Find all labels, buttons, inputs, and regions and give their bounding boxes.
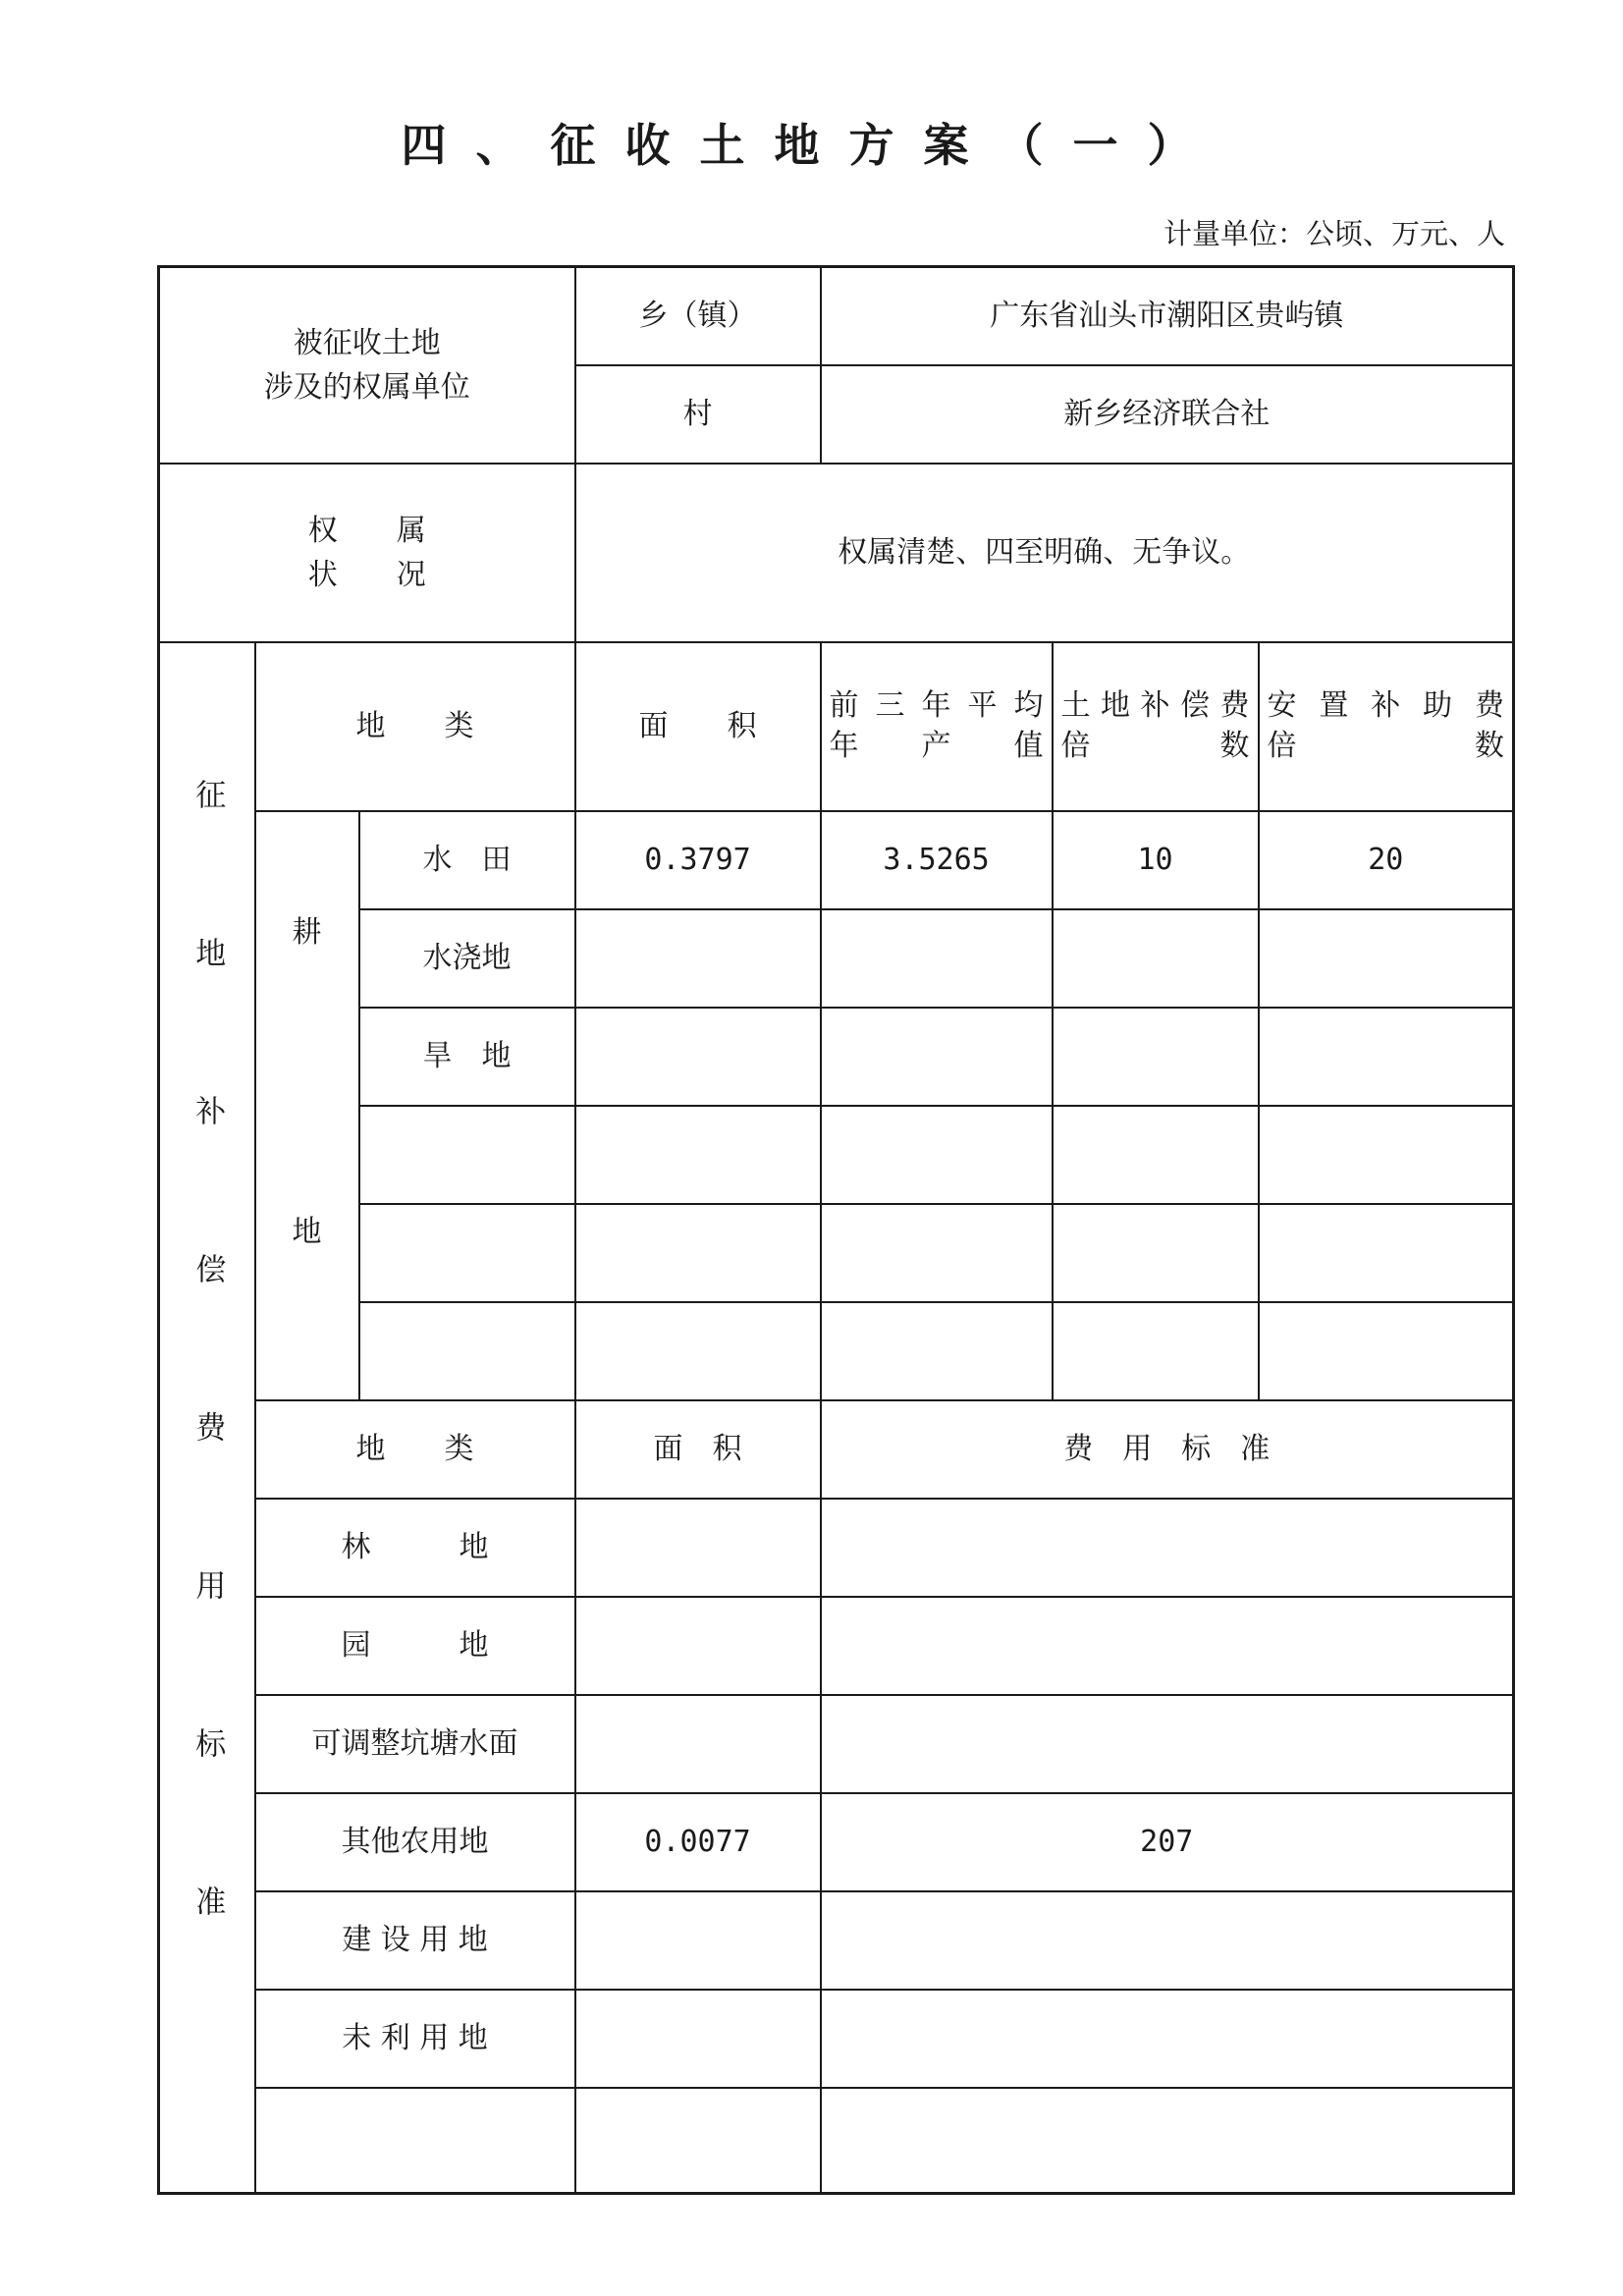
ownership-status-label — [159, 464, 575, 642]
other-land-standard — [821, 1695, 1514, 1793]
farmland-label-top: 耕 — [292, 914, 322, 950]
farmland-resettle — [1259, 1106, 1514, 1204]
other-land-type: 其他农用地 — [255, 1793, 575, 1891]
ownership-label-line-2: 状 况 — [307, 557, 426, 592]
other-land-area — [575, 1891, 821, 1990]
table-row — [159, 1793, 1514, 1891]
farmland-output — [821, 1204, 1053, 1302]
other-land-area — [575, 1990, 821, 2088]
other-land-area — [575, 1597, 821, 1695]
col-compensation-multiple — [1053, 642, 1259, 811]
other-land-area — [575, 1499, 821, 1597]
table-row — [159, 1597, 1514, 1695]
farmland-resettle — [1259, 1204, 1514, 1302]
farmland-area: 0.3797 — [575, 811, 821, 909]
page-title: 四、征收土地方案（一） — [401, 119, 1222, 172]
col-avg-output-line-1: 前 三 年 平 均 — [829, 688, 1044, 723]
village-label: 村 — [575, 365, 821, 464]
other-land-type — [255, 2088, 575, 2194]
measurement-unit: 计量单位：公顷、万元、人 — [1163, 217, 1505, 250]
farmland-comp — [1053, 1106, 1259, 1204]
farmland-label — [255, 811, 359, 1400]
table-row — [159, 1990, 1514, 2088]
col-avg-output-line-2: 年 产 值 — [829, 728, 1044, 763]
farmland-type — [359, 1204, 575, 1302]
other-land-area — [575, 1695, 821, 1793]
farmland-area — [575, 1204, 821, 1302]
owner-unit-label: 被征收土地 涉及的权属单位 — [159, 267, 575, 464]
ownership-label-line-1: 权 属 — [307, 513, 426, 548]
farmland-type: 旱 地 — [359, 1008, 575, 1106]
other-land-type: 林 地 — [255, 1499, 575, 1597]
table-row — [159, 1695, 1514, 1793]
col-comp-line-2: 倍 数 — [1060, 728, 1250, 763]
table-row — [159, 1106, 1514, 1204]
farmland-resettle — [1259, 1008, 1514, 1106]
table-row — [159, 909, 1514, 1008]
other-land-standard — [821, 1891, 1514, 1990]
farmland-comp — [1053, 1302, 1259, 1400]
table-row — [159, 1204, 1514, 1302]
farmland-label-bottom: 地 — [292, 1214, 322, 1249]
table-row — [159, 811, 1514, 909]
farmland-output — [821, 1106, 1053, 1204]
farmland-area — [575, 909, 821, 1008]
col-resettlement-multiple — [1259, 642, 1514, 811]
farmland-area — [575, 1008, 821, 1106]
other-land-standard: 207 — [821, 1793, 1514, 1891]
table-row — [159, 1499, 1514, 1597]
farmland-comp — [1053, 1008, 1259, 1106]
other-land-area — [575, 2088, 821, 2194]
farmland-output: 3.5265 — [821, 811, 1053, 909]
table-row — [159, 1891, 1514, 1990]
table-row — [159, 1302, 1514, 1400]
farmland-type: 水浇地 — [359, 909, 575, 1008]
farmland-output — [821, 909, 1053, 1008]
side-label — [159, 642, 255, 2194]
col-comp-line-1: 土 地 补 偿 费 — [1060, 688, 1250, 723]
other-land-standard — [821, 1499, 1514, 1597]
other-land-standard — [821, 1597, 1514, 1695]
farmland-resettle — [1259, 909, 1514, 1008]
farmland-comp — [1053, 909, 1259, 1008]
village-value: 新乡经济联合社 — [821, 365, 1514, 464]
side-label-text: 征地补偿费用标准 — [189, 778, 226, 2044]
township-value: 广东省汕头市潮阳区贵屿镇 — [821, 267, 1514, 365]
other-land-standard — [821, 1990, 1514, 2088]
col-land-type: 地 类 — [255, 642, 575, 811]
other-land-type: 建 设 用 地 — [255, 1891, 575, 1990]
farmland-output — [821, 1008, 1053, 1106]
other-col-fee-standard: 费 用 标 准 — [821, 1400, 1514, 1499]
farmland-area — [575, 1106, 821, 1204]
other-land-type: 可调整坑塘水面 — [255, 1695, 575, 1793]
table-row — [159, 1008, 1514, 1106]
other-land-area: 0.0077 — [575, 1793, 821, 1891]
col-area: 面 积 — [575, 642, 821, 811]
other-col-land-type: 地 类 — [255, 1400, 575, 1499]
farmland-type — [359, 1302, 575, 1400]
farmland-type — [359, 1106, 575, 1204]
farmland-resettle — [1259, 1302, 1514, 1400]
farmland-comp — [1053, 1204, 1259, 1302]
col-avg-output — [821, 642, 1053, 811]
col-resettle-line-1: 安 置 补 助 费 — [1267, 688, 1505, 723]
township-label: 乡（镇） — [575, 267, 821, 365]
other-land-type: 园 地 — [255, 1597, 575, 1695]
farmland-resettle: 20 — [1259, 811, 1514, 909]
farmland-area — [575, 1302, 821, 1400]
ownership-status-value: 权属清楚、四至明确、无争议。 — [575, 464, 1514, 642]
other-land-standard — [821, 2088, 1514, 2194]
farmland-output — [821, 1302, 1053, 1400]
other-col-area: 面 积 — [575, 1400, 821, 1499]
col-resettle-line-2: 倍 数 — [1267, 728, 1505, 763]
table-row — [159, 2088, 1514, 2194]
farmland-comp: 10 — [1053, 811, 1259, 909]
other-land-type: 未 利 用 地 — [255, 1990, 575, 2088]
farmland-type: 水 田 — [359, 811, 575, 909]
land-acquisition-form — [157, 265, 1515, 2195]
